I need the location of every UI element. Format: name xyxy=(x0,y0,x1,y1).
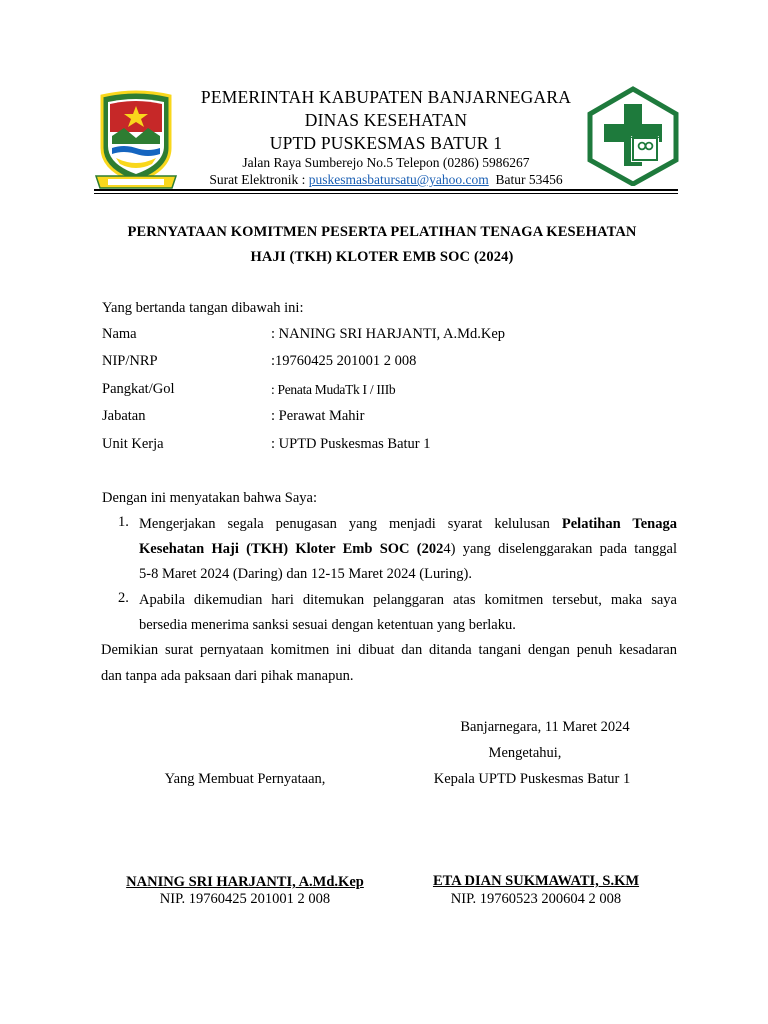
field-label-unit: Unit Kerja xyxy=(102,436,164,452)
document-title-line2: HAJI (TKH) KLOTER EMB SOC (2024) xyxy=(250,249,514,265)
field-label-nama: Nama xyxy=(102,326,137,342)
list-number-1: 1. xyxy=(118,514,129,530)
field-label-nip: NIP/NRP xyxy=(102,353,158,369)
field-label-pangkat: Pangkat/Gol xyxy=(102,381,175,397)
kop-divider-thick xyxy=(94,189,678,191)
signer-role: Yang Membuat Pernyataan, xyxy=(164,771,326,787)
acknowledged-label: Mengetahui, xyxy=(488,745,562,761)
kop-address: Jalan Raya Sumberejo No.5 Telepon (0286) 5986267 xyxy=(242,155,530,170)
statement-intro: Dengan ini menyatakan bahwa Saya: xyxy=(102,490,318,506)
item2-line2: bersedia menerima sanksi sesuai dengan ketentuan yang berlaku. xyxy=(139,617,516,633)
closing-line1: Demikian surat pernyataan komitmen ini dibuat dan ditanda tangani dengan penuh kesadaran xyxy=(101,642,677,658)
closing-line2: dan tanpa ada paksaan dari pihak manapun. xyxy=(101,668,354,684)
signer-nip: NIP. 19760425 201001 2 008 xyxy=(159,891,331,907)
item1-line1-bold: Pelatihan Tenaga xyxy=(561,516,677,532)
postal-info: Batur 53456 xyxy=(495,172,563,187)
kop-department: DINAS KESEHATAN xyxy=(304,110,468,130)
item1-line2-bold: Kesehatan Haji (TKH) Kloter Emb SOC (202 xyxy=(139,541,444,557)
coat-of-arms-icon xyxy=(94,88,178,192)
item2-line1: Apabila dikemudian hari ditemukan pelanggaran atas komitmen tersebut, maka saya xyxy=(139,592,677,608)
kop-contact xyxy=(180,172,592,188)
field-value-unit: : UPTD Puskesmas Batur 1 xyxy=(271,436,431,452)
item1-line2-plain: 4) yang diselenggarakan pada tanggal xyxy=(443,541,677,557)
email-link[interactable]: puskesmasbatursatu@yahoo.com xyxy=(308,172,489,187)
kop-government: PEMERINTAH KABUPATEN BANJARNEGARA xyxy=(200,87,572,107)
document-title-line1: PERNYATAAN KOMITMEN PESERTA PELATIHAN TENAGA KESEHATAN xyxy=(127,224,637,240)
kop-institution: UPTD PUSKESMAS BATUR 1 xyxy=(269,133,503,153)
field-value-nama: : NANING SRI HARJANTI, A.Md.Kep xyxy=(271,326,506,342)
field-value-jabatan: : Perawat Mahir xyxy=(271,408,365,424)
item1-line3: 5-8 Maret 2024 (Daring) dan 12-15 Maret 2024 (Luring). xyxy=(139,566,473,582)
puskesmas-logo-icon xyxy=(586,86,680,186)
email-prefix: Surat Elektronik : xyxy=(209,172,309,187)
head-nip: NIP. 19760523 200604 2 008 xyxy=(450,891,622,907)
kop-divider-thin xyxy=(94,193,678,194)
item1-line2 xyxy=(139,539,677,559)
field-value-pangkat: : Penata MudaTk I / IIIb xyxy=(271,382,396,397)
intro-text: Yang bertanda tangan dibawah ini: xyxy=(102,300,304,316)
head-role: Kepala UPTD Puskesmas Batur 1 xyxy=(433,771,631,787)
item1-line1-plain: Mengerjakan segala penugasan yang menjadi syarat kelulusan xyxy=(139,516,562,532)
item1-line1 xyxy=(139,514,677,534)
field-label-jabatan: Jabatan xyxy=(102,408,146,424)
signer-name: NANING SRI HARJANTI, A.Md.Kep xyxy=(126,874,364,890)
head-name: ETA DIAN SUKMAWATI, S.KM xyxy=(432,873,640,889)
list-number-2: 2. xyxy=(118,590,129,606)
field-value-nip: :19760425 201001 2 008 xyxy=(271,353,417,369)
place-date: Banjarnegara, 11 Maret 2024 xyxy=(460,719,630,735)
